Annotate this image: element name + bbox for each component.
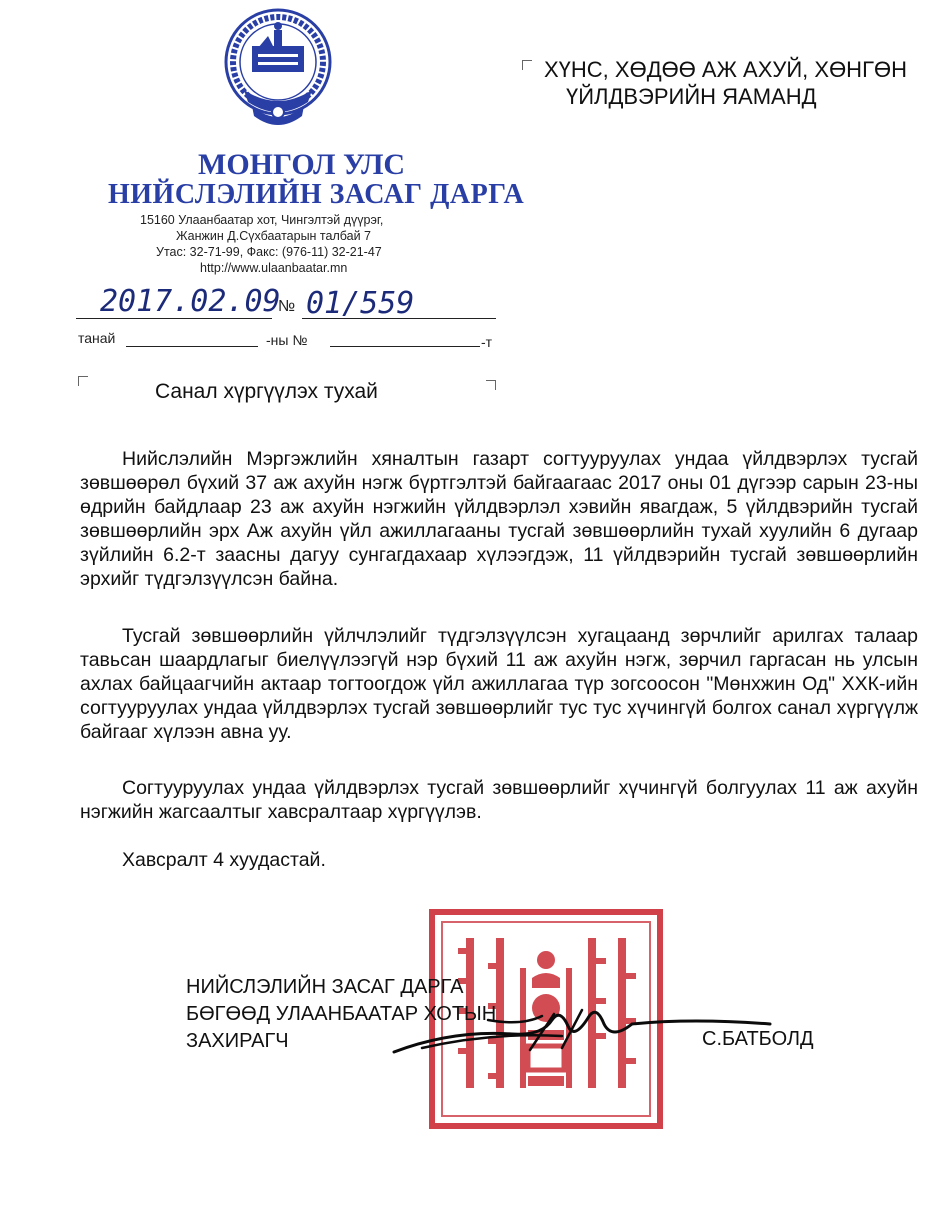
signatory-title-line2: БӨГӨӨД УЛААНБААТАР ХОТЫН xyxy=(186,1003,497,1025)
date-underline xyxy=(76,318,272,319)
signatory-title-line3: ЗАХИРАГЧ xyxy=(186,1030,289,1052)
letter-subject: Санал хүргүүлэх тухай xyxy=(155,380,378,403)
reference-number-label: -ны № xyxy=(266,332,308,348)
document-date: 2017.02.09 xyxy=(100,284,281,319)
reference-label: танай xyxy=(78,330,116,346)
signatory-title-line1: НИЙСЛЭЛИЙН ЗАСАГ ДАРГА xyxy=(186,976,464,998)
recipient-line2: ҮЙЛДВЭРИЙН ЯАМАНД xyxy=(566,84,817,109)
address-line: 15160 Улаанбаатар хот, Чингэлтэй дүүрэг, xyxy=(140,213,384,227)
number-sign: № xyxy=(278,298,296,315)
reference-suffix: -т xyxy=(481,334,493,350)
recipient-corner-mark xyxy=(522,60,532,70)
document-number: 01/559 xyxy=(306,286,415,321)
number-underline xyxy=(302,318,496,319)
recipient-line1: ХҮНС, ХӨДӨӨ АЖ АХУЙ, ХӨНГӨН xyxy=(544,57,907,82)
signer-name: С.БАТБОЛД xyxy=(702,1028,814,1050)
subject-corner-right xyxy=(486,380,496,390)
subject-corner-left xyxy=(78,376,88,386)
handwritten-signature xyxy=(392,990,772,1070)
address-line: Жанжин Д.Сүхбаатарын талбай 7 xyxy=(176,229,371,243)
website-line: http://www.ulaanbaatar.mn xyxy=(200,261,348,275)
body-paragraph: Нийслэлийн Мэргэжлийн хяналтын газарт согтууруулах ундаа үйлдвэрлэх тусгай зөвшөөрөл бүхий 37 аж ахуйн нэгж бүртгэлтэй байгаагаас 2017 оны 01 дүгээр сарын 23-ны өдрийн байдлаар 23 аж ахуйн нэгжийн үйлдвэрлэл хэвийн явагдаж, 5 үйлдвэрийн тусгай зөвшөөрлийн эрх Аж ахуйн үйл ажиллагааны тусгай зөвшөөрлийн тухай хуулийн 6 дугаар зүйлийн 6.2-т заасны дагуу сунгагдахаар хүлээгдэж, 11 үйлдвэрийн тусгай зөвшөөрлийн эрхийг түдгэлзүүлсэн байна. xyxy=(80,448,918,590)
reference-underline xyxy=(126,346,258,347)
attachment-note: Хавсралт 4 хуудастай. xyxy=(122,849,326,871)
org-name-line1: МОНГОЛ УЛС xyxy=(198,148,406,181)
org-name-line2: НИЙСЛЭЛИЙН ЗАСАГ ДАРГА xyxy=(108,179,525,210)
body-paragraph: Тусгай зөвшөөрлийн үйлчлэлийг түдгэлзүүлсэн хугацаанд зөрчлийг арилгах талаар тавьсан шаардлагыг биелүүлээгүй нэр бүхий 11 аж ахуйн нэгж, зөрчил гаргасан нь улсын ахлах байцаагчийн актаар тогтоогдож үйл ажиллагаа түр зогсоосон "Мөнхжин Од" ХХК-ийн согтууруулах ундаа үйлдвэрлэх тусгай зөвшөөрлийг тус тус хүчингүй болгох санал хүргүүлж байгааг хүлээн авна уу. xyxy=(80,625,918,743)
contact-line: Утас: 32-71-99, Факс: (976-11) 32-21-47 xyxy=(156,245,382,259)
state-emblem-icon xyxy=(222,6,334,138)
reference-number-underline xyxy=(330,346,480,347)
body-paragraph: Согтууруулах ундаа үйлдвэрлэх тусгай зөвшөөрлийг хүчингүй болгуулах 11 аж ахуйн нэгжийн жагсаалтыг хавсралтаар хүргүүлэв. xyxy=(80,777,918,823)
